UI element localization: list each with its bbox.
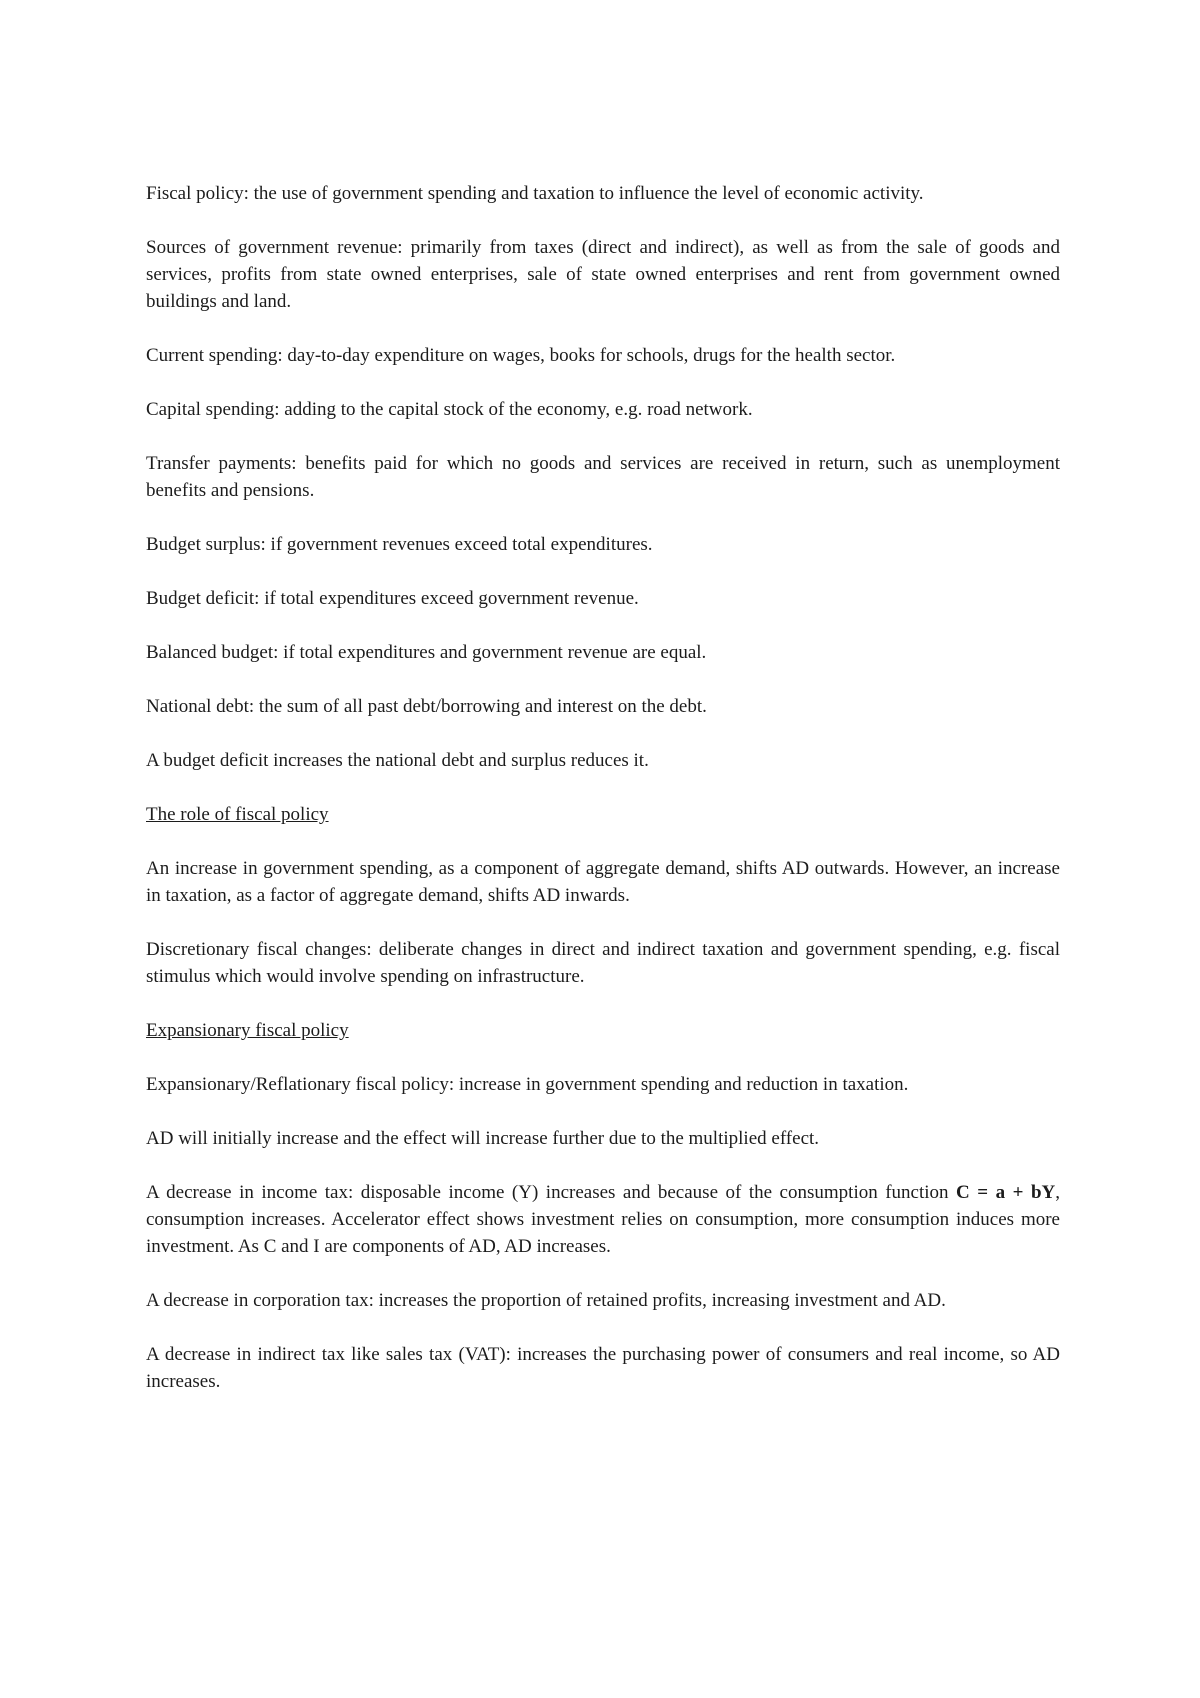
- paragraph-fiscal-policy-definition: Fiscal policy: the use of government spending and taxation to influence the level of economic activity.: [146, 183, 924, 204]
- document-page: [146, 180, 1060, 1422]
- paragraph-deficit-effect: A budget deficit increases the national debt and surplus reduces it.: [146, 750, 649, 771]
- paragraph-budget-surplus: Budget surplus: if government revenues exceed total expenditures.: [146, 534, 653, 555]
- paragraph-transfer-payments: Transfer payments: benefits paid for which no goods and services are received in return, such as unemployment benefits and pensions.: [146, 453, 1060, 501]
- paragraph-government-revenue: Sources of government revenue: primarily from taxes (direct and indirect), as well as from the sale of goods and services, profits from state owned enterprises, sale of state owned enterprises and rent from government owned buildings and land.: [146, 237, 1060, 312]
- paragraph-balanced-budget: Balanced budget: if total expenditures and government revenue are equal.: [146, 642, 707, 663]
- paragraph-spending-taxation-ad: An increase in government spending, as a component of aggregate demand, shifts AD outwards. However, an increase in taxation, as a factor of aggregate demand, shifts AD inwards.: [146, 858, 1060, 906]
- paragraph-corporation-tax-decrease: A decrease in corporation tax: increases the proportion of retained profits, increasing investment and AD.: [146, 1290, 946, 1311]
- paragraph-discretionary-changes: Discretionary fiscal changes: deliberate changes in direct and indirect taxation and government spending, e.g. fiscal stimulus which would involve spending on infrastructure.: [146, 939, 1060, 987]
- consumption-function-formula: C = a + bY: [956, 1182, 1056, 1203]
- paragraph-income-tax-decrease: [146, 1179, 1060, 1260]
- paragraph-capital-spending: Capital spending: adding to the capital stock of the economy, e.g. road network.: [146, 399, 753, 420]
- heading-role-of-fiscal-policy: The role of fiscal policy: [146, 804, 329, 825]
- heading-expansionary-fiscal-policy: Expansionary fiscal policy: [146, 1020, 349, 1041]
- paragraph-indirect-tax-decrease: A decrease in indirect tax like sales tax (VAT): increases the purchasing power of consumers and real income, so AD increases.: [146, 1344, 1060, 1392]
- income-tax-text-end: , consumption increases. Accelerator effect shows investment relies on consumption, more consumption induces more investment. As C and I are components of AD, AD increases.: [146, 1182, 1060, 1257]
- income-tax-text-start: A decrease in income tax: disposable income (Y) increases and because of the consumption function: [146, 1182, 957, 1203]
- paragraph-expansionary-definition: Expansionary/Reflationary fiscal policy: increase in government spending and reduction in taxation.: [146, 1074, 909, 1095]
- paragraph-budget-deficit: Budget deficit: if total expenditures exceed government revenue.: [146, 588, 639, 609]
- paragraph-current-spending: Current spending: day-to-day expenditure on wages, books for schools, drugs for the health sector.: [146, 345, 896, 366]
- paragraph-multiplier-effect: AD will initially increase and the effect will increase further due to the multiplied effect.: [146, 1128, 820, 1149]
- paragraph-national-debt: National debt: the sum of all past debt/borrowing and interest on the debt.: [146, 696, 707, 717]
